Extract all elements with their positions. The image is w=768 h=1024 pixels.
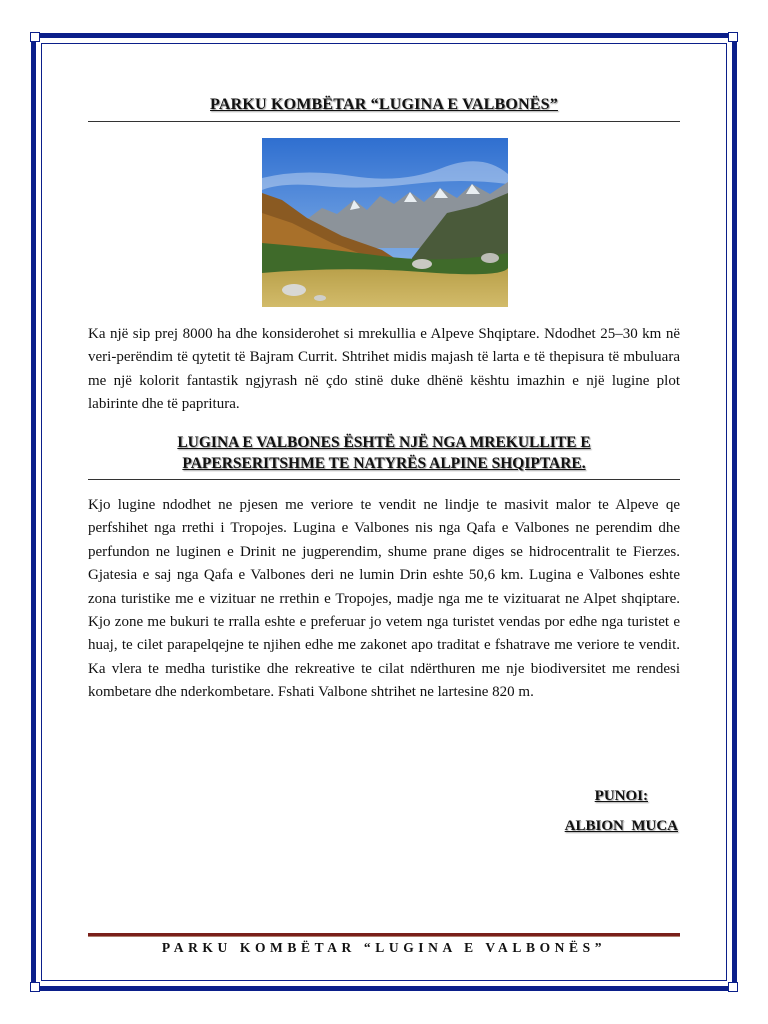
border-corner-ornament xyxy=(30,32,40,42)
signature-label: PUNOI: xyxy=(594,788,648,804)
author-name: ALBION MUCA xyxy=(564,818,678,834)
section-subtitle xyxy=(88,432,680,474)
border-corner-ornament xyxy=(728,32,738,42)
valley-landscape-image xyxy=(262,138,508,307)
page-title: PARKU KOMBËTAR “LUGINA E VALBONËS” xyxy=(210,96,558,113)
intro-paragraph: Ka një sip prej 8000 ha dhe konsiderohet si mrekullia e Alpeve Shqiptare. Ndodhet 25–30 km në veri-perëndim të qytetit të Bajram Currit. Shtrihet midis majash të larta e të thepisura të mbuluara me një kolorit fantastik ngjyrash në çdo stinë duke dhënë kështu imazhin e një lugine plot labirinte dhe të papritura. xyxy=(88,326,680,413)
subtitle-divider xyxy=(88,479,680,480)
subtitle-line-1: LUGINA E VALBONES ËSHTË NJË NGA MREKULLITE E xyxy=(177,434,591,451)
page-footer: PARKU KOMBËTAR “LUGINA E VALBONËS” xyxy=(161,940,607,955)
title-divider xyxy=(88,121,680,122)
border-corner-ornament xyxy=(30,982,40,992)
footer-divider xyxy=(88,933,680,937)
body-paragraph: Kjo lugine ndodhet ne pjesen me veriore te vendit ne lindje te masivit malor te Alpeve qe perfshihet nga rrethi i Tropojes. Lugina e Valbones nis nga Qafa e Valbones ne perendim dhe perfundon ne luginen e Drinit ne jugperendim, shume prane diges se hidrocentralit te Fierzes. Gjatesia e saj nga Qafa e Valbones deri ne lumin Drin eshte 50,6 km. Lugina e Valbones eshte zona turistike me e vizituar ne rrethin e Tropojes, madje nga me te vizituarat ne Alpet shqiptare. Kjo zone me bukuri te rralla eshte e preferuar jo vetem nga turistet vendas por edhe nga turistet e huaj, te cilet parapelqejne te njihen edhe me zakonet apo traditat e fshatrave me veriore te vendit. Ka vlera te medha turistike dhe rekreative te cilat ndërthuren me nje biodiversitet me rendesi kombetare dhe nderkombetare. Fshati Valbone shtrihet ne lartesine 820 m. xyxy=(88,497,680,701)
subtitle-line-2: PAPERSERITSHME TE NATYRËS ALPINE SHQIPTARE. xyxy=(182,455,586,472)
border-corner-ornament xyxy=(728,982,738,992)
